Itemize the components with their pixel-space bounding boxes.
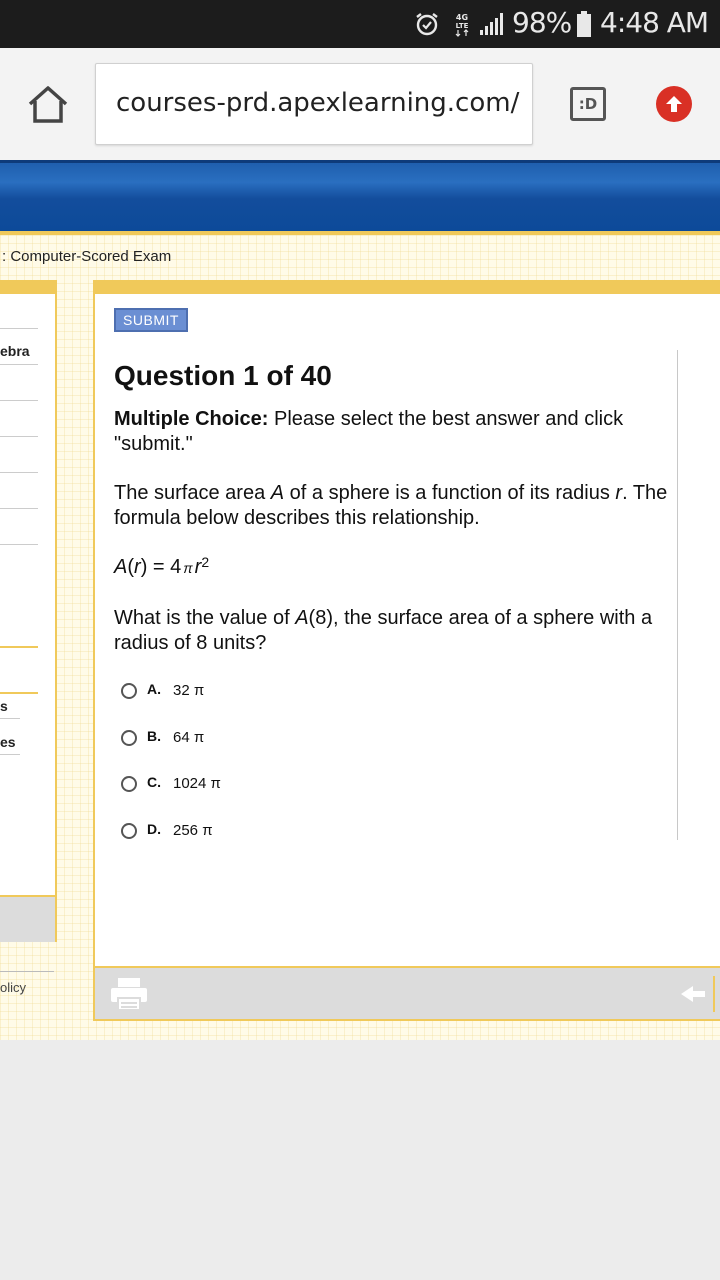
- divider: [0, 508, 38, 509]
- choice-letter: D.: [147, 821, 161, 837]
- question-panel: [93, 280, 720, 1021]
- divider: [0, 436, 38, 437]
- svg-text:LTE: LTE: [455, 22, 469, 30]
- formula-exponent: 2: [201, 554, 210, 570]
- stem-text: . The formula below describes this relationship.: [114, 482, 668, 529]
- status-bar: [0, 0, 720, 48]
- answer-choice-b[interactable]: [121, 726, 321, 750]
- reader-mode-button[interactable]: :D: [570, 87, 606, 121]
- prompt-text: (8), the surface area of a sphere with a radius of 8 units?: [114, 607, 653, 654]
- divider: [0, 754, 20, 755]
- back-arrow-icon[interactable]: [679, 984, 709, 1004]
- radio-button[interactable]: [121, 730, 137, 746]
- policy-link[interactable]: olicy: [0, 980, 27, 995]
- vertical-divider: [677, 350, 678, 840]
- question-prompt: [114, 606, 674, 656]
- print-icon[interactable]: [109, 976, 149, 1012]
- question-title: Question 1 of 40: [114, 360, 332, 391]
- sidebar-item-label[interactable]: s: [0, 698, 8, 714]
- section-divider: [0, 692, 38, 694]
- stem-text: of a sphere is a function of its radius: [284, 482, 616, 504]
- divider: [0, 472, 38, 473]
- formula: A(r) = 4 π $r^2$: [114, 554, 210, 578]
- divider: [0, 328, 38, 329]
- answer-choice-a[interactable]: [121, 679, 321, 703]
- site-header-banner: [0, 160, 720, 232]
- instruction-text: Please select the best answer and click "submit.": [114, 408, 624, 455]
- formula-variable: r: [194, 556, 202, 578]
- sidebar-top-accent: [0, 282, 55, 294]
- page-area: [0, 235, 720, 1040]
- submit-button[interactable]: SUBMIT: [114, 308, 188, 332]
- update-button[interactable]: [656, 86, 692, 122]
- formula-argument: r: [134, 556, 141, 578]
- url-text[interactable]: courses-prd.apexlearning.com/: [116, 88, 520, 118]
- home-icon[interactable]: [26, 84, 70, 124]
- prompt-text: What is the value of: [114, 607, 296, 629]
- divider: [0, 364, 38, 365]
- instruction-label: Multiple Choice:: [114, 408, 269, 430]
- choice-text[interactable]: 256 π: [173, 822, 213, 839]
- choice-letter: C.: [147, 774, 161, 790]
- sidebar-item-label[interactable]: ebra: [0, 343, 30, 359]
- browser-toolbar: [0, 48, 720, 160]
- choice-text[interactable]: 64 π: [173, 729, 205, 746]
- answer-choice-c[interactable]: [121, 772, 321, 796]
- svg-text:4G: 4G: [455, 13, 469, 22]
- choice-text[interactable]: 32 π: [173, 682, 205, 699]
- formula-function: A: [114, 556, 128, 578]
- question-stem: [114, 481, 674, 531]
- stem-variable: r: [615, 482, 623, 504]
- radio-button[interactable]: [121, 776, 137, 792]
- divider: [0, 544, 38, 545]
- radio-button[interactable]: [121, 823, 137, 839]
- course-sidebar: [0, 280, 57, 942]
- sidebar-footer: [0, 895, 55, 942]
- sidebar-item-label[interactable]: es: [0, 734, 16, 750]
- radio-button[interactable]: [121, 683, 137, 699]
- answer-choice-d[interactable]: [121, 819, 321, 843]
- breadcrumb: : Computer-Scored Exam: [2, 248, 172, 265]
- section-divider: [0, 646, 38, 648]
- address-bar[interactable]: [95, 63, 533, 145]
- signal-strength-icon: [478, 12, 506, 36]
- battery-icon: [576, 11, 592, 38]
- choice-text[interactable]: 1024 π: [173, 775, 221, 792]
- battery-percent: 98%: [512, 6, 572, 39]
- pi-symbol: π: [183, 560, 193, 576]
- choice-letter: B.: [147, 728, 161, 744]
- divider: [0, 718, 20, 719]
- footer-divider: [713, 976, 715, 1012]
- formula-coefficient: = 4: [147, 556, 182, 578]
- question-footer: [95, 966, 720, 1019]
- clock: 4:48 AM: [600, 6, 709, 39]
- prompt-variable: A: [295, 607, 309, 629]
- divider: [0, 400, 38, 401]
- network-4g-lte-icon: [452, 11, 472, 37]
- instructions: [114, 407, 674, 457]
- arrow-up-icon: [664, 94, 684, 114]
- choice-letter: A.: [147, 681, 161, 697]
- stem-variable: A: [270, 482, 285, 504]
- panel-top-accent: [95, 280, 720, 294]
- stem-text: The surface area: [114, 482, 271, 504]
- divider: [0, 971, 54, 972]
- alarm-icon: [414, 11, 440, 37]
